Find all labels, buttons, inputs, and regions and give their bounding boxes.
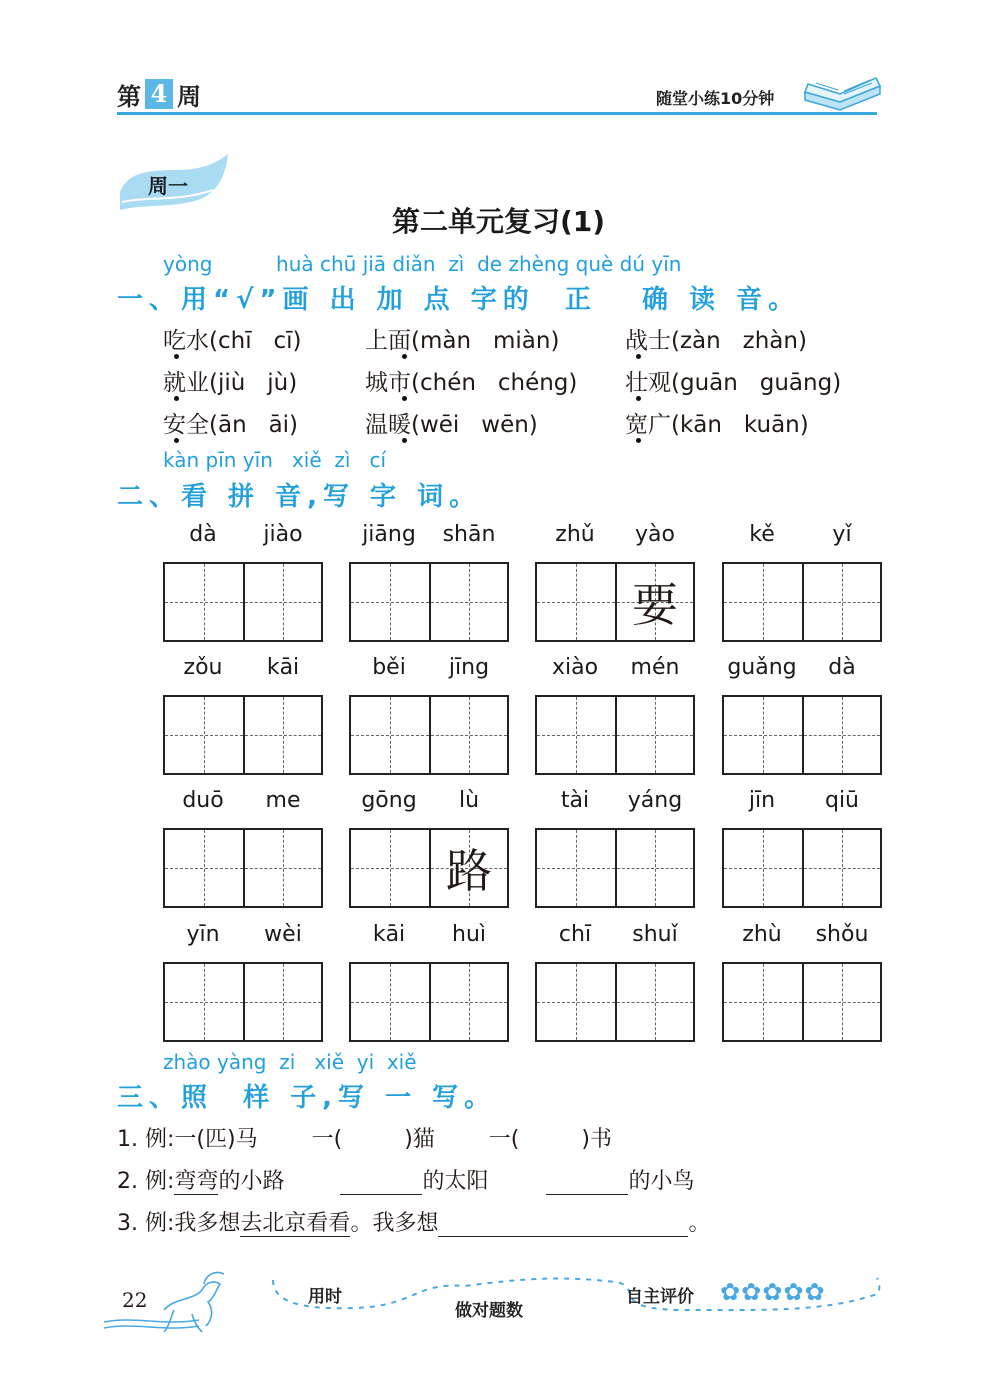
emphasis-dot — [402, 438, 407, 443]
emphasis-dot — [636, 438, 641, 443]
writing-cell[interactable] — [243, 697, 321, 773]
filled-char — [245, 564, 321, 640]
q1-example: 例:一(匹)马 — [145, 1127, 258, 1152]
pinyin-label: shān — [442, 522, 496, 547]
section1-pinyin: yòng huà chū jiā diǎn zì de zhèng què dú yīn — [163, 252, 682, 276]
writing-cell[interactable] — [537, 564, 615, 640]
emphasis-dot — [174, 354, 179, 359]
pinyin-label: duō — [182, 788, 224, 813]
writing-cell[interactable] — [724, 964, 802, 1040]
section2-heading: 二、看 拼 音,写 字 词。 — [117, 482, 482, 512]
pinyin-label: yīn — [186, 922, 220, 947]
day-tag: 周一 — [148, 174, 188, 198]
filled-char — [245, 964, 321, 1040]
tian-grid — [722, 695, 882, 775]
emphasis-dot — [402, 354, 407, 359]
q2-prefix: 例: — [145, 1169, 175, 1194]
q2-post: 的小路 — [218, 1169, 285, 1194]
pinyin-label: jiāng — [362, 522, 416, 547]
writing-cell[interactable] — [351, 697, 429, 773]
filled-char — [537, 564, 615, 640]
pinyin-label: mén — [630, 655, 680, 680]
filled-char: 路 — [445, 844, 492, 898]
filled-char — [724, 964, 802, 1040]
section3-pinyin: zhào yàng zi xiě yi xiě — [163, 1050, 417, 1074]
pinyin-label: yào — [635, 522, 675, 547]
writing-cell[interactable] — [429, 564, 507, 640]
q-number: 2. — [117, 1169, 138, 1194]
pinyin-label: dà — [828, 655, 856, 680]
writing-cell[interactable] — [165, 964, 243, 1040]
rating-stars[interactable]: ✿✿✿✿✿ — [720, 1278, 826, 1306]
tian-grid — [163, 695, 323, 775]
writing-cell[interactable] — [615, 830, 693, 906]
week-number: 4 — [145, 79, 173, 109]
correct-count-label: 做对题数 — [455, 1301, 523, 1321]
self-eval-label: 自主评价 — [626, 1287, 694, 1307]
pinyin-label: gōng — [361, 788, 417, 813]
filled-char — [431, 564, 507, 640]
q-number: 3. — [117, 1211, 138, 1236]
filled-char — [804, 564, 880, 640]
filled-char: 要 — [631, 578, 678, 632]
tian-grid — [535, 962, 695, 1042]
pinyin-label: kāi — [372, 922, 406, 947]
tian-grid — [535, 695, 695, 775]
writing-cell[interactable] — [165, 697, 243, 773]
tian-grid — [349, 962, 509, 1042]
section1-heading: 一、用“√”画 出 加 点 字的 正 确 读 音。 — [117, 285, 801, 315]
tian-grid — [535, 828, 695, 908]
pinyin-label: jīn — [748, 788, 776, 813]
filled-char — [804, 830, 880, 906]
filled-char — [351, 830, 429, 906]
writing-cell[interactable] — [537, 697, 615, 773]
writing-cell[interactable] — [724, 564, 802, 640]
s1-item: 壮观(guān guāng) — [625, 370, 842, 396]
pinyin-label: dà — [189, 522, 217, 547]
header-rule — [117, 112, 877, 115]
writing-cell[interactable] — [243, 964, 321, 1040]
emphasis-dot — [174, 396, 179, 401]
emphasis-dot — [636, 354, 641, 359]
tian-grid — [722, 828, 882, 908]
filled-char — [804, 964, 880, 1040]
q2-b: 的小鸟 — [628, 1169, 695, 1194]
q2-b-blank[interactable] — [546, 1171, 628, 1195]
filled-char — [617, 964, 693, 1040]
pinyin-label: yáng — [627, 788, 683, 813]
filled-char — [617, 697, 693, 773]
writing-cell[interactable] — [802, 564, 880, 640]
writing-cell[interactable] — [243, 564, 321, 640]
tian-grid — [349, 695, 509, 775]
q3-end: 。 — [688, 1211, 711, 1236]
time-label: 用时 — [308, 1287, 342, 1307]
writing-cell[interactable] — [243, 830, 321, 906]
tian-grid — [349, 828, 509, 908]
writing-cell[interactable] — [724, 830, 802, 906]
week-prefix: 第 — [117, 82, 141, 111]
tian-grid — [163, 562, 323, 642]
pinyin-label: lù — [458, 788, 480, 813]
q1-b2: )书 — [581, 1127, 612, 1152]
filled-char — [165, 830, 243, 906]
tian-grid — [163, 828, 323, 908]
tian-grid — [535, 562, 695, 642]
pinyin-label: yǐ — [832, 522, 852, 547]
filled-char — [537, 830, 615, 906]
q3-underlined: 去北京看看 — [240, 1211, 351, 1236]
filled-char — [165, 564, 243, 640]
filled-char — [245, 697, 321, 773]
filled-char — [165, 697, 243, 773]
filled-char — [431, 964, 507, 1040]
pinyin-label: kě — [749, 522, 775, 547]
tian-grid — [163, 962, 323, 1042]
q3-blank[interactable] — [438, 1213, 688, 1237]
writing-cell[interactable] — [429, 964, 507, 1040]
writing-cell[interactable] — [615, 964, 693, 1040]
pinyin-label: tài — [560, 788, 590, 813]
section2-pinyin: kàn pīn yīn xiě zì cí — [163, 448, 387, 472]
pinyin-label: jiào — [263, 522, 303, 547]
pinyin-label: huì — [452, 922, 486, 947]
pinyin-label: shuǐ — [632, 922, 678, 947]
s1-item: 吃水(chī cī) — [163, 328, 302, 354]
pinyin-label: kāi — [266, 655, 300, 680]
writing-cell[interactable] — [165, 564, 243, 640]
q1-a: 一( — [311, 1127, 343, 1152]
q3-post: 。我多想 — [350, 1211, 439, 1236]
filled-char — [537, 697, 615, 773]
pinyin-label: me — [265, 788, 301, 813]
writing-cell[interactable] — [802, 697, 880, 773]
tian-grid — [722, 962, 882, 1042]
pinyin-label: zǒu — [183, 655, 223, 680]
tian-grid — [349, 562, 509, 642]
book-icon — [800, 72, 885, 114]
writing-cell[interactable] — [802, 830, 880, 906]
writing-cell[interactable] — [537, 964, 615, 1040]
filled-char — [724, 564, 802, 640]
q2-a-blank[interactable] — [340, 1171, 422, 1195]
writing-cell[interactable] — [165, 830, 243, 906]
filled-char — [617, 830, 693, 906]
practice-label: 随堂小练10分钟 — [656, 89, 775, 108]
exercise-1 — [117, 1122, 612, 1153]
writing-cell[interactable] — [429, 697, 507, 773]
filled-char — [804, 697, 880, 773]
s1-item: 城市(chén chéng) — [365, 370, 578, 396]
writing-cell[interactable] — [429, 830, 507, 906]
emphasis-dot — [174, 438, 179, 443]
filled-char — [351, 564, 429, 640]
s1-item: 战士(zàn zhàn) — [625, 328, 807, 354]
pinyin-label: běi — [372, 655, 406, 680]
writing-cell[interactable] — [615, 564, 693, 640]
pinyin-label: wèi — [264, 922, 302, 947]
writing-cell[interactable] — [351, 564, 429, 640]
pinyin-label: xiào — [551, 655, 599, 680]
q-number: 1. — [117, 1127, 138, 1152]
writing-cell[interactable] — [537, 830, 615, 906]
filled-char — [431, 697, 507, 773]
pinyin-label: guǎng — [727, 655, 797, 680]
pinyin-label: chī — [558, 922, 592, 947]
exercise-2 — [117, 1164, 694, 1195]
week-label — [117, 78, 201, 110]
pinyin-label: qiū — [824, 788, 860, 813]
emphasis-dot — [402, 396, 407, 401]
tian-grid — [722, 562, 882, 642]
writing-cell[interactable] — [351, 830, 429, 906]
filled-char — [724, 697, 802, 773]
exercise-3 — [117, 1206, 710, 1237]
s1-item: 上面(màn miàn) — [365, 328, 560, 354]
page-title: 第二单元复习(1) — [391, 205, 606, 238]
filled-char — [724, 830, 802, 906]
s1-item: 就业(jiù jù) — [163, 370, 298, 396]
pinyin-label: zhù — [742, 922, 782, 947]
s1-item: 宽广(kān kuān) — [625, 412, 809, 438]
s1-item: 安全(ān āi) — [163, 412, 299, 438]
filled-char — [245, 830, 321, 906]
pinyin-label: shǒu — [815, 922, 869, 947]
q2-a: 的太阳 — [422, 1169, 489, 1194]
pinyin-label: jīng — [448, 655, 490, 680]
s1-item: 温暖(wēi wēn) — [365, 412, 538, 438]
q1-b: 一( — [488, 1127, 520, 1152]
writing-cell[interactable] — [724, 697, 802, 773]
q3-prefix: 例:我多想 — [145, 1211, 241, 1236]
writing-cell[interactable] — [351, 964, 429, 1040]
emphasis-dot — [636, 396, 641, 401]
writing-cell[interactable] — [615, 697, 693, 773]
week-suffix: 周 — [177, 82, 201, 111]
section3-heading: 三、照 样 子,写 一 写。 — [117, 1083, 497, 1113]
writing-cell[interactable] — [802, 964, 880, 1040]
filled-char — [165, 964, 243, 1040]
page-number: 22 — [122, 1288, 148, 1312]
q2-underlined: 弯弯 — [174, 1169, 219, 1194]
filled-char — [351, 964, 429, 1040]
filled-char — [537, 964, 615, 1040]
q1-a2: )猫 — [404, 1127, 435, 1152]
filled-char — [351, 697, 429, 773]
pinyin-label: zhǔ — [555, 522, 595, 547]
